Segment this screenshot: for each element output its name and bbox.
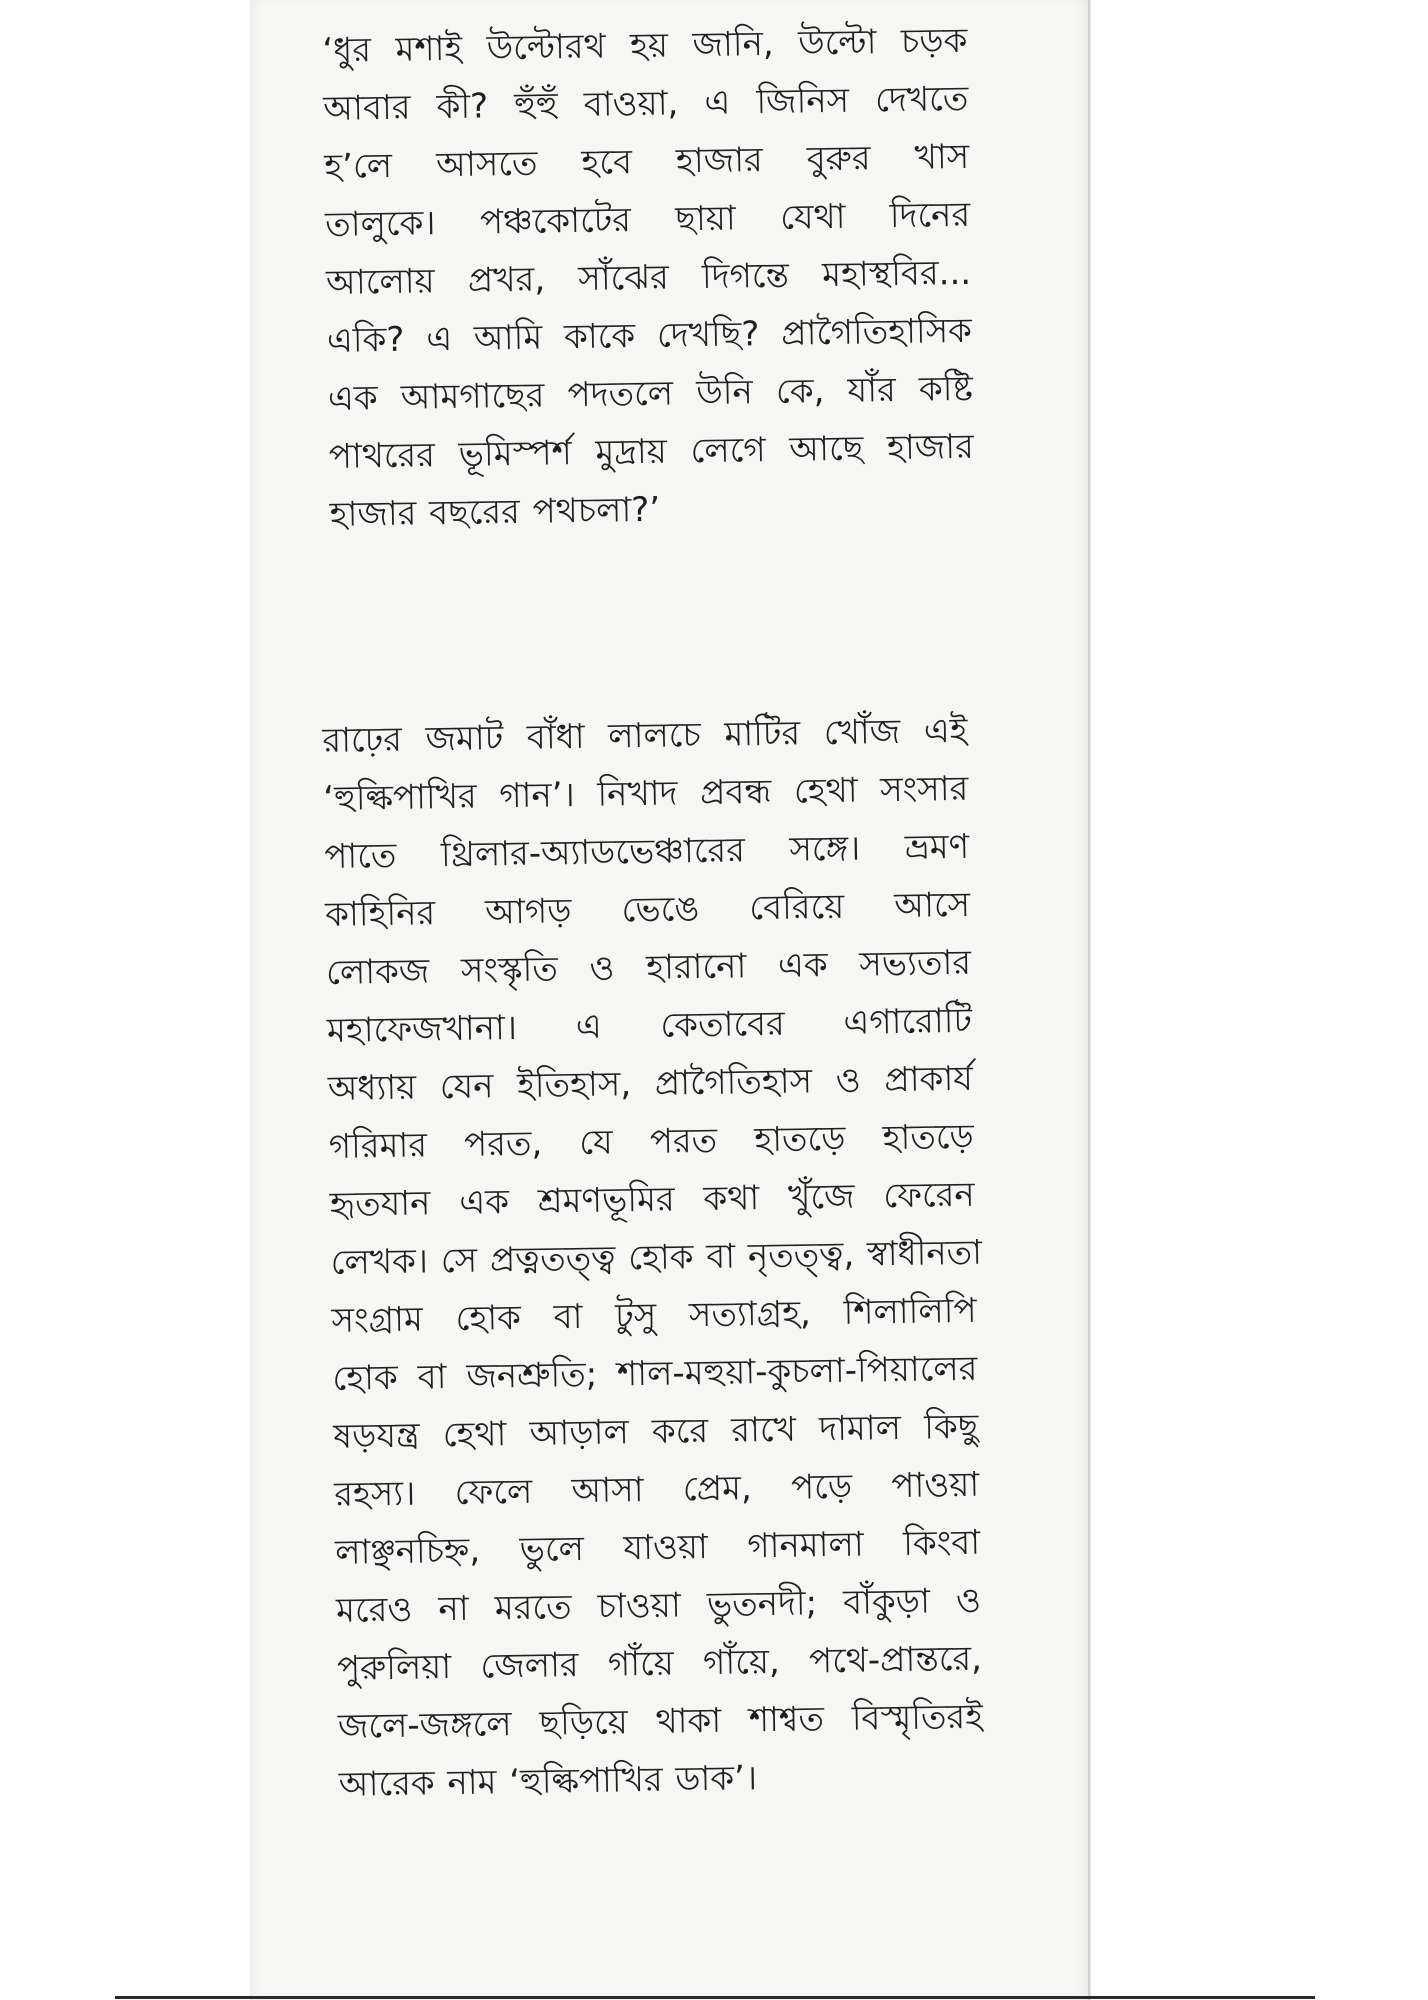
text-line: ‘হুল্কিপাখির গান’। নিখাদ প্রবন্ধ হেথা সংসার	[323, 768, 969, 819]
text-line: গরিমার পরত, যে পরত হাতড়ে হাতড়ে	[328, 1116, 975, 1167]
text-line: মরেও না মরতে চাওয়া ভুতনদী; বাঁকুড়া ও	[335, 1580, 982, 1631]
page-edge	[1088, 0, 1091, 2000]
text-line: কাহিনির আগড় ভেঙে বেরিয়ে আসে	[324, 884, 971, 935]
text-line: জলে-জঙ্গলে ছড়িয়ে থাকা শাশ্বত বিস্মৃতিরই	[337, 1696, 984, 1747]
text-line: এক আমগাছের পদতলে উনি কে, যাঁর কষ্টি	[327, 368, 974, 419]
text-line: মহাফেজখানা। এ কেতাবের এগারোটি	[326, 1000, 973, 1051]
text-line: হোক বা জনশ্রুতি; শাল-মহুয়া-কুচলা-পিয়ালের	[332, 1348, 978, 1399]
text-line: ষড়যন্ত্র হেথা আড়াল করে রাখে দামাল কিছু	[333, 1406, 979, 1457]
text-line: ‘ধুর মশাই উল্টোরথ হয় জানি, উল্টো চড়ক	[322, 20, 968, 71]
text-line: পাতে থ্রিলার-অ্যাডভেঞ্চারের সঙ্গে। ভ্রমণ	[323, 826, 970, 877]
text-line: আরেক নাম ‘হুল্কিপাখির ডাক’।	[338, 1758, 758, 1805]
text-line: লোকজ সংস্কৃতি ও হারানো এক সভ্যতার	[325, 942, 972, 993]
text-line: অধ্যায় যেন ইতিহাস, প্রাগৈতিহাস ও প্রাকার্য	[327, 1058, 974, 1109]
text-line: হ’লে আসতে হবে হাজার বুরুর খাস	[323, 136, 970, 187]
text-line: তালুকে। পঞ্চকোটের ছায়া যেথা দিনের	[324, 194, 971, 245]
text-line: হৃতযান এক শ্রমণভূমির কথা খুঁজে ফেরেন	[329, 1174, 975, 1225]
text-line: রহস্য। ফেলে আসা প্রেম, পড়ে পাওয়া	[333, 1464, 980, 1515]
text-line: লাঞ্ছনচিহ্ন, ভুলে যাওয়া গানমালা কিংবা	[334, 1522, 981, 1573]
text-line: আবার কী? হুঁহুঁ বাওয়া, এ জিনিস দেখতে	[323, 78, 969, 129]
text-line: হাজার বছরের পথচলা?’	[329, 489, 661, 535]
text-line: রাঢ়ের জমাট বাঁধা লালচে মাটির খোঁজ এই	[322, 710, 968, 761]
bottom-rule	[115, 1996, 1315, 1999]
text-line: লেখক। সে প্রত্নতত্ত্ব হোক বা নৃতত্ত্ব, স্বাধীনতা	[330, 1232, 983, 1283]
text-line: সংগ্রাম হোক বা টুসু সত্যাগ্রহ, শিলালিপি	[331, 1290, 977, 1341]
paragraph-2	[322, 702, 984, 1814]
text-line: আলোয় প্রখর, সাঁঝের দিগন্তে মহাস্থবির...	[325, 252, 972, 303]
paragraph-1	[322, 12, 975, 544]
text-line: পাথরের ভূমিস্পর্শ মুদ্রায় লেগে আছে হাজার	[328, 426, 975, 477]
text-line: একি? এ আমি কাকে দেখছি? প্রাগৈতিহাসিক	[326, 310, 973, 361]
text-line: পুরুলিয়া জেলার গাঁয়ে গাঁয়ে, পথে-প্রান্তরে,	[336, 1638, 983, 1689]
